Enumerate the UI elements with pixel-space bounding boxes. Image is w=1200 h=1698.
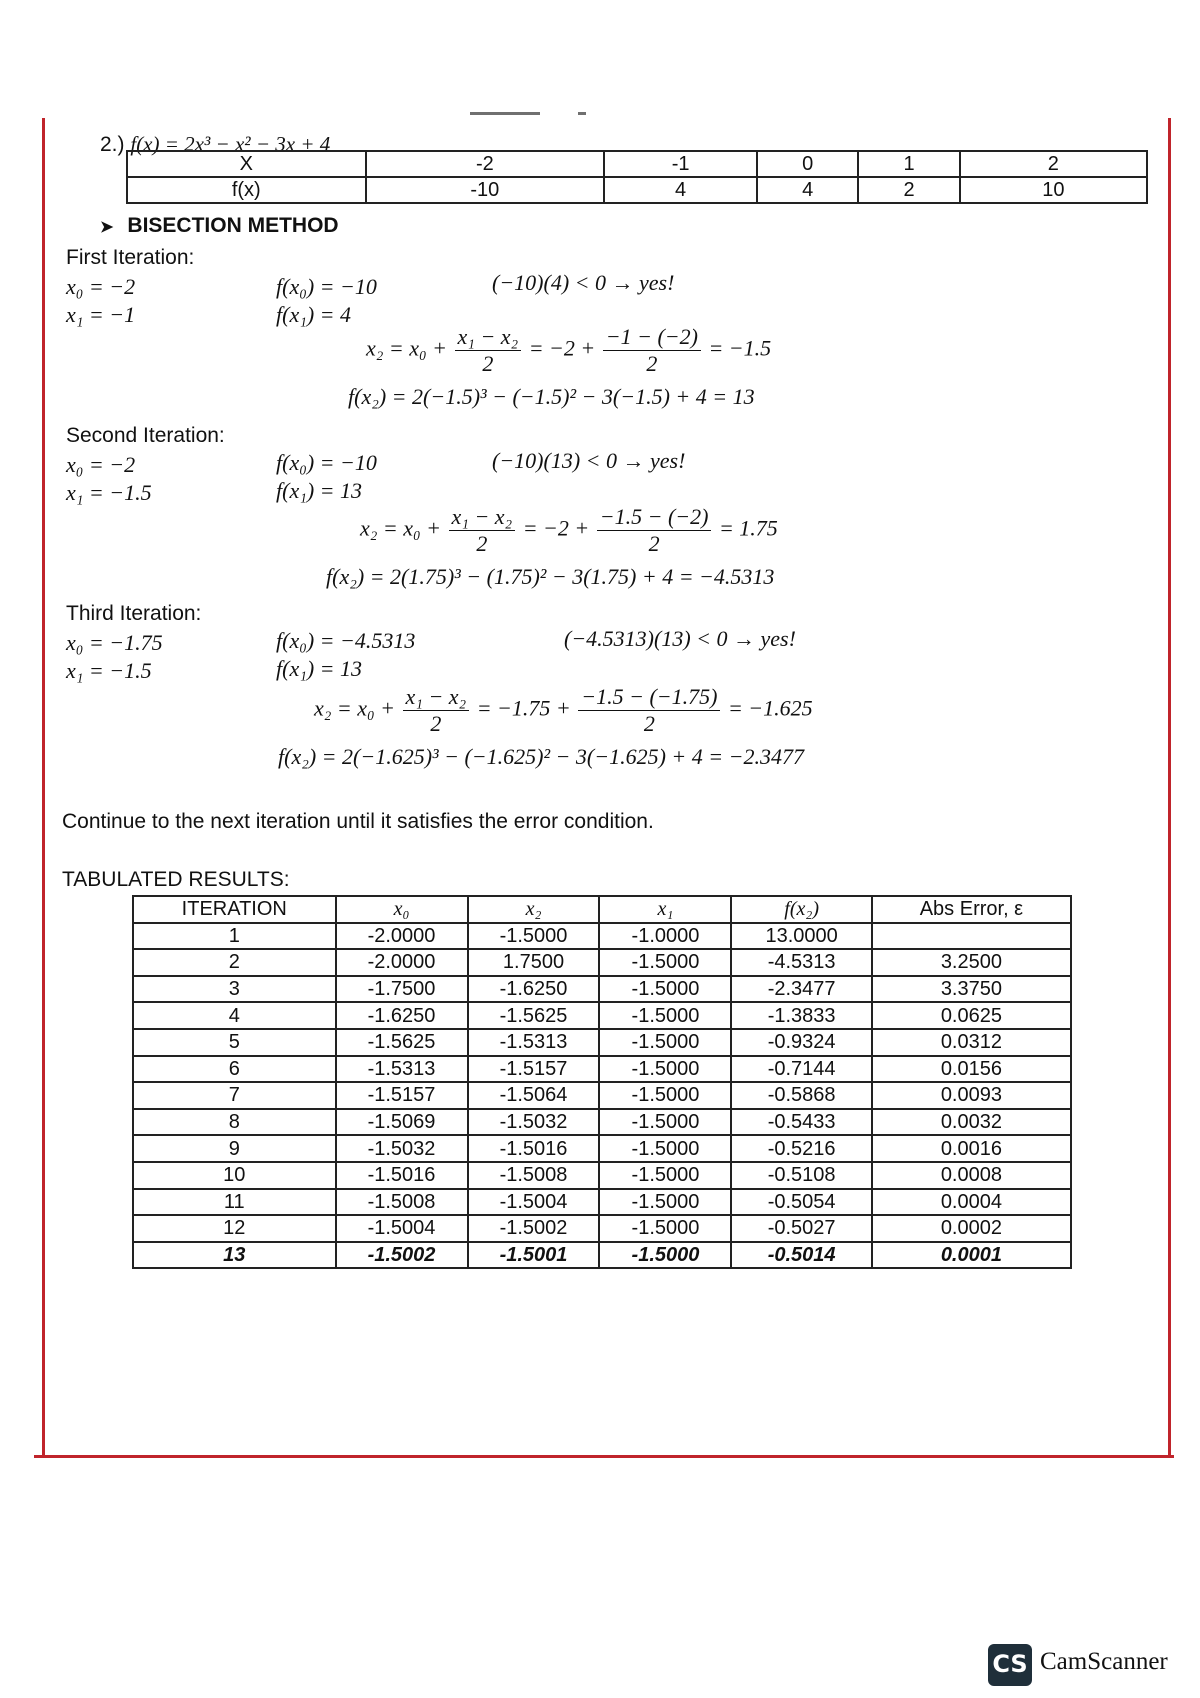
table-cell: -1.5069 <box>336 1109 468 1136</box>
fraction-denominator: 2 <box>476 531 488 556</box>
fraction-denominator: 2 <box>643 711 655 736</box>
table-cell: -0.5027 <box>731 1215 871 1242</box>
table-cell: -2.0000 <box>336 923 468 950</box>
iteration-2-fx1: f(x₁) = 13 <box>276 478 363 503</box>
table-cell: 0.0625 <box>872 1002 1071 1029</box>
table-cell: -1.5002 <box>468 1215 600 1242</box>
table-cell: 0.0156 <box>872 1056 1071 1083</box>
table-cell: -1.5000 <box>599 976 731 1003</box>
table-row <box>133 1082 1071 1109</box>
cut-off-header-mark <box>578 112 586 115</box>
table-cell: -1.7500 <box>336 976 468 1003</box>
iteration-2-check: (−10)(13) < 0 → yes! <box>492 448 686 473</box>
table-cell: -1.5016 <box>336 1162 468 1189</box>
iteration-2-fx2: f(x₂) = 2(1.75)³ − (1.75)² − 3(1.75) + 4 = −4.5313 <box>326 564 775 589</box>
x2-lhs: x₂ = x₀ + <box>360 515 442 541</box>
table-cell: -2.3477 <box>731 976 871 1003</box>
table-cell: 1.7500 <box>468 949 600 976</box>
table-row <box>133 949 1071 976</box>
table-cell: 2 <box>133 949 336 976</box>
table-cell: -1.5032 <box>468 1109 600 1136</box>
x2-result: = 1.75 <box>718 515 778 541</box>
fraction <box>455 324 522 377</box>
fraction-denominator: 2 <box>646 351 658 376</box>
iteration-2-title: Second Iteration: <box>66 424 225 447</box>
fraction <box>403 684 470 737</box>
arrow-bullet-icon: ➤ <box>100 219 114 236</box>
table-cell: -1.5000 <box>599 1135 731 1162</box>
camscanner-logo-icon: CS <box>988 1644 1032 1686</box>
table-row <box>133 1135 1071 1162</box>
iteration-2-x2-equation <box>360 504 778 557</box>
iteration-3-check: (−4.5313)(13) < 0 → yes! <box>564 626 796 651</box>
fraction-denominator: 2 <box>648 531 660 556</box>
table-cell: 7 <box>133 1082 336 1109</box>
table-row <box>133 1242 1071 1269</box>
fraction <box>449 504 516 557</box>
x2-lhs: x₂ = x₀ + <box>366 335 448 361</box>
table-row <box>133 1056 1071 1083</box>
table-cell: 0.0312 <box>872 1029 1071 1056</box>
value-table-cell: 4 <box>757 177 858 203</box>
table-cell: -0.5216 <box>731 1135 871 1162</box>
fraction-denominator: 2 <box>482 351 494 376</box>
table-cell: -1.5000 <box>599 1242 731 1269</box>
table-cell: -0.5108 <box>731 1162 871 1189</box>
x2-lhs: x₂ = x₀ + <box>314 695 396 721</box>
table-cell: -0.5054 <box>731 1189 871 1216</box>
page-border-right <box>1168 118 1171 1458</box>
table-row <box>133 976 1071 1003</box>
results-body <box>133 923 1071 1269</box>
table-cell: -1.5625 <box>336 1029 468 1056</box>
table-cell: -0.7144 <box>731 1056 871 1083</box>
iteration-3-x2-equation <box>314 684 813 737</box>
table-cell: 11 <box>133 1189 336 1216</box>
page-border-left <box>42 118 45 1458</box>
iteration-3-fx2: f(x₂) = 2(−1.625)³ − (−1.625)² − 3(−1.625) + 4 = −2.3477 <box>278 744 804 769</box>
table-row <box>133 1002 1071 1029</box>
table-cell: -1.5000 <box>599 1029 731 1056</box>
table-cell: 5 <box>133 1029 336 1056</box>
results-header-cell: Abs Error, ε <box>872 896 1071 923</box>
iteration-1-x0: x₀ = −2 <box>66 274 136 299</box>
iteration-1-fx0: f(x₀) = −10 <box>276 274 377 299</box>
table-cell: -1.5000 <box>599 1162 731 1189</box>
table-cell: -0.9324 <box>731 1029 871 1056</box>
table-cell: -1.5064 <box>468 1082 600 1109</box>
x2-mid: = −1.75 + <box>476 695 571 721</box>
table-cell: -1.5004 <box>336 1215 468 1242</box>
fraction <box>597 504 712 557</box>
table-cell: 3 <box>133 976 336 1003</box>
continue-note: Continue to the next iteration until it satisfies the error condition. <box>62 810 654 833</box>
value-table-cell: 0 <box>757 151 858 177</box>
table-cell: 8 <box>133 1109 336 1136</box>
table-cell: -1.5016 <box>468 1135 600 1162</box>
fraction-numerator: x₁ − x₂ <box>449 504 516 531</box>
value-table <box>126 150 1148 204</box>
x2-result: = −1.625 <box>727 695 813 721</box>
table-cell: -1.5313 <box>336 1056 468 1083</box>
iteration-3-title: Third Iteration: <box>66 602 202 625</box>
table-cell: 6 <box>133 1056 336 1083</box>
table-cell: 1 <box>133 923 336 950</box>
results-header-cell: ITERATION <box>133 896 336 923</box>
fraction-numerator: x₁ − x₂ <box>455 324 522 351</box>
table-cell: -0.5868 <box>731 1082 871 1109</box>
table-row <box>133 1189 1071 1216</box>
table-cell: -1.6250 <box>468 976 600 1003</box>
table-cell: -1.5000 <box>599 1002 731 1029</box>
results-header-cell: x₂ <box>468 896 600 923</box>
iteration-2-fx0: f(x₀) = −10 <box>276 450 377 475</box>
iteration-2-x0: x₀ = −2 <box>66 452 136 477</box>
value-table-cell: f(x) <box>127 177 366 203</box>
iteration-3-x0: x₀ = −1.75 <box>66 630 163 655</box>
value-table-header-row <box>127 151 1147 177</box>
results-title: TABULATED RESULTS: <box>62 868 290 891</box>
results-table <box>132 895 1072 1269</box>
results-header-cell: x₁ <box>599 896 731 923</box>
page-border-bottom <box>34 1455 1174 1458</box>
iteration-1-check: (−10)(4) < 0 → yes! <box>492 270 675 295</box>
fraction-numerator: −1.5 − (−1.75) <box>578 684 720 711</box>
table-cell: 0.0001 <box>872 1242 1071 1269</box>
value-table-cell: -1 <box>604 151 757 177</box>
iteration-3-fx1: f(x₁) = 13 <box>276 656 363 681</box>
value-table-cell: 10 <box>960 177 1147 203</box>
table-cell: -1.5313 <box>468 1029 600 1056</box>
value-table-row <box>127 177 1147 203</box>
table-cell: -1.5000 <box>599 1082 731 1109</box>
table-cell: -1.5000 <box>599 1215 731 1242</box>
table-cell: -1.5002 <box>336 1242 468 1269</box>
results-header-cell: x₀ <box>336 896 468 923</box>
table-cell: 3.3750 <box>872 976 1071 1003</box>
table-cell: -1.5000 <box>468 923 600 950</box>
value-table-cell: 2 <box>960 151 1147 177</box>
value-table-cell: X <box>127 151 366 177</box>
x2-result: = −1.5 <box>708 335 772 361</box>
value-table-cell: -10 <box>366 177 605 203</box>
table-cell: 0.0002 <box>872 1215 1071 1242</box>
table-cell: -1.5032 <box>336 1135 468 1162</box>
x2-mid: = −2 + <box>528 335 596 361</box>
table-cell: -1.5008 <box>336 1189 468 1216</box>
table-cell: 10 <box>133 1162 336 1189</box>
fraction-denominator: 2 <box>430 711 442 736</box>
table-cell: -1.0000 <box>599 923 731 950</box>
table-cell: -1.5157 <box>468 1056 600 1083</box>
table-cell: 4 <box>133 1002 336 1029</box>
method-heading <box>100 214 339 238</box>
value-table-cell: 4 <box>604 177 757 203</box>
table-cell: 0.0093 <box>872 1082 1071 1109</box>
fraction-numerator: −1 − (−2) <box>603 324 701 351</box>
table-cell: -2.0000 <box>336 949 468 976</box>
table-cell: -4.5313 <box>731 949 871 976</box>
table-cell: -0.5433 <box>731 1109 871 1136</box>
value-table-cell: 1 <box>858 151 959 177</box>
table-row <box>133 923 1071 950</box>
iteration-1-x1: x₁ = −1 <box>66 302 136 327</box>
table-cell: 3.2500 <box>872 949 1071 976</box>
table-row <box>133 1162 1071 1189</box>
table-cell: -0.5014 <box>731 1242 871 1269</box>
table-cell: -1.5004 <box>468 1189 600 1216</box>
iteration-3-fx0: f(x₀) = −4.5313 <box>276 628 416 653</box>
table-cell: 0.0004 <box>872 1189 1071 1216</box>
value-table-cell: 2 <box>858 177 959 203</box>
results-header-row <box>133 896 1071 923</box>
table-cell: -1.5000 <box>599 949 731 976</box>
value-table-cell: -2 <box>366 151 605 177</box>
table-cell: -1.5000 <box>599 1109 731 1136</box>
table-cell: 9 <box>133 1135 336 1162</box>
table-cell: -1.3833 <box>731 1002 871 1029</box>
table-row <box>133 1029 1071 1056</box>
table-cell: -1.5000 <box>599 1189 731 1216</box>
problem-function: f(x) = 2x³ − x² − 3x + 4 <box>130 132 331 156</box>
table-cell: 13 <box>133 1242 336 1269</box>
cut-off-header <box>470 112 540 115</box>
table-cell: 0.0016 <box>872 1135 1071 1162</box>
table-cell: -1.5625 <box>468 1002 600 1029</box>
iteration-3-x1: x₁ = −1.5 <box>66 658 152 683</box>
problem-number: 2.) <box>100 133 125 156</box>
table-cell <box>872 923 1071 950</box>
iteration-1-fx2: f(x₂) = 2(−1.5)³ − (−1.5)² − 3(−1.5) + 4 = 13 <box>348 384 755 409</box>
table-cell: 0.0008 <box>872 1162 1071 1189</box>
iteration-1-fx1: f(x₁) = 4 <box>276 302 352 327</box>
fraction-numerator: x₁ − x₂ <box>403 684 470 711</box>
method-title: BISECTION METHOD <box>127 214 339 237</box>
camscanner-brand: CamScanner <box>1040 1648 1168 1675</box>
table-cell: -1.6250 <box>336 1002 468 1029</box>
table-row <box>133 1215 1071 1242</box>
table-cell: -1.5157 <box>336 1082 468 1109</box>
iteration-1-x2-equation <box>366 324 771 377</box>
table-cell: -1.5000 <box>599 1056 731 1083</box>
x2-mid: = −2 + <box>522 515 590 541</box>
fraction-numerator: −1.5 − (−2) <box>597 504 712 531</box>
table-cell: -1.5001 <box>468 1242 600 1269</box>
table-cell: 0.0032 <box>872 1109 1071 1136</box>
table-cell: 12 <box>133 1215 336 1242</box>
iteration-1-title: First Iteration: <box>66 246 195 269</box>
table-cell: -1.5008 <box>468 1162 600 1189</box>
fraction <box>603 324 701 377</box>
fraction <box>578 684 720 737</box>
table-row <box>133 1109 1071 1136</box>
table-cell: 13.0000 <box>731 923 871 950</box>
iteration-2-x1: x₁ = −1.5 <box>66 480 152 505</box>
results-header-cell: f(x₂) <box>731 896 871 923</box>
